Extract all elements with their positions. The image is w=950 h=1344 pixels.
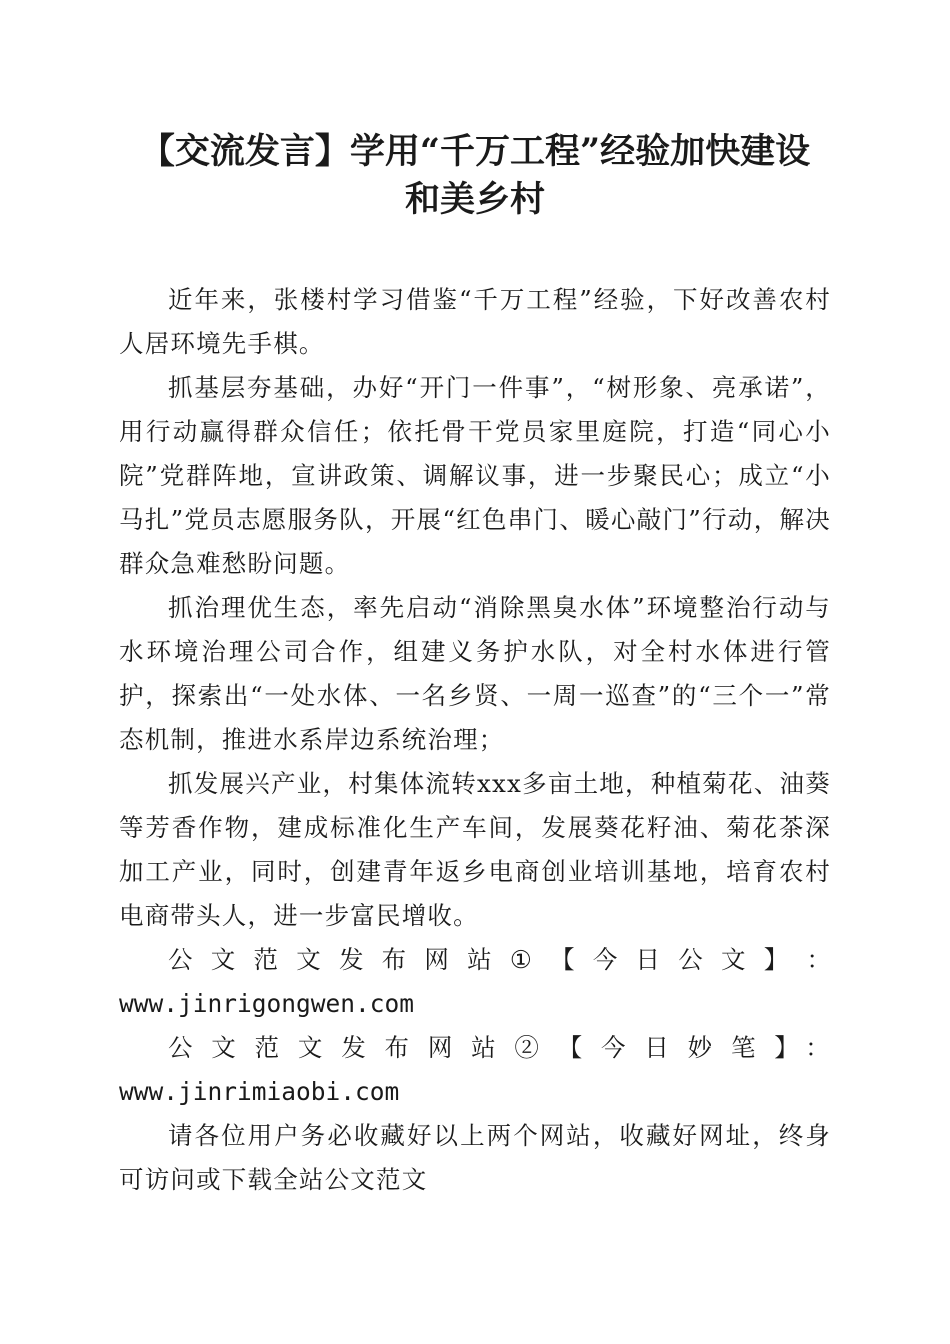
title-line-2: 和美乡村 [404,179,545,220]
paragraph-industry: 抓发展兴产业，村集体流转xxx多亩土地，种植菊花、油葵等芳香作物，建成标准化生产车间，发展葵花籽油、菊花茶深加工产业，同时，创建青年返乡电商创业培训基地，培育农村电商带头人，进一步富民增收。 [119,769,831,930]
site2-label: 公文范文发布网站②【今日妙笔】： [168,1033,831,1062]
paragraph-grassroots: 抓基层夯基础，办好“开门一件事”，“树形象、亮承诺”，用行动赢得群众信任；依托骨干党员家里庭院，打造“同心小院”党群阵地，宣讲政策、调解议事，进一步聚民心；成立“小马扎”党员志愿服务队，开展“红色串门、暖心敲门”行动，解决群众急难愁盼问题。 [119,373,831,578]
site1-url[interactable]: www.jinrigongwen.com [119,989,415,1018]
site2-line [119,1026,831,1114]
paragraph-ecology: 抓治理优生态，率先启动“消除黑臭水体”环境整治行动与水环境治理公司合作，组建义务护水队，对全村水体进行管护，探索出“一处水体、一名乡贤、一周一巡查”的“三个一”常态机制，推进水系岸边系统治理； [119,593,831,754]
document-title [100,128,850,224]
site2-url[interactable]: www.jinrimiaobi.com [119,1077,400,1106]
title-line-1: 【交流发言】学用“千万工程”经验加快建设 [139,131,811,172]
paragraph-intro: 近年来，张楼村学习借鉴“千万工程”经验，下好改善农村人居环境先手棋。 [119,285,831,358]
document-body [119,278,831,1202]
site1-label: 公 文 范 文 发 布 网 站 ① 【 今 日 公 文 】 ： [168,945,831,974]
notice-paragraph: 请各位用户务必收藏好以上两个网站，收藏好网址，终身可访问或下载全站公文范文 [119,1121,831,1194]
